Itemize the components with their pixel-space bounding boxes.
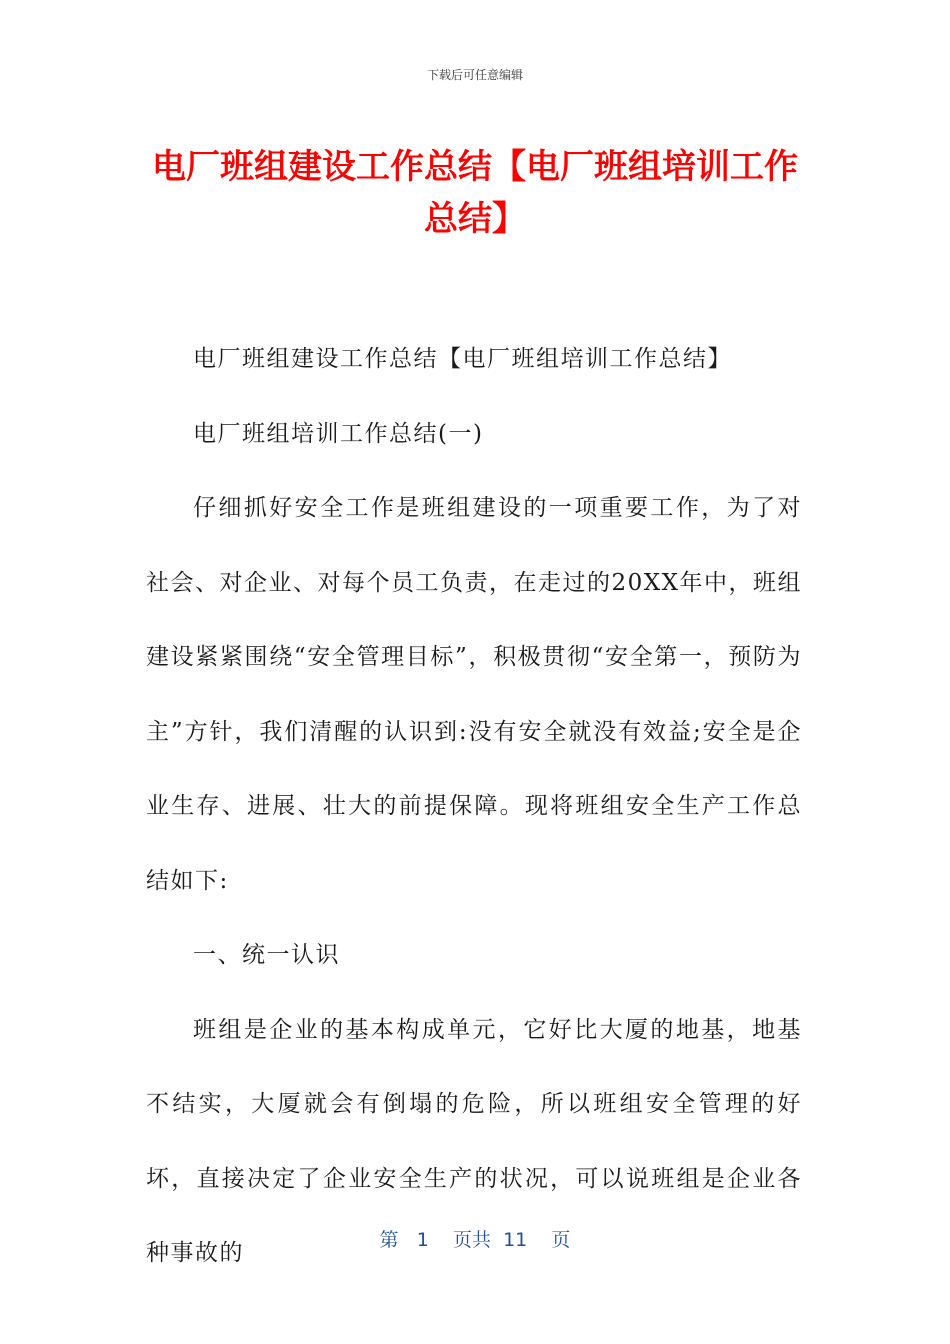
footer-suffix: 页 (551, 1229, 571, 1251)
paragraph-subtitle: 电厂班组建设工作总结【电厂班组培训工作总结】 (193, 346, 732, 372)
document-title: 电厂班组建设工作总结【电厂班组培训工作总结】 (152, 147, 798, 239)
footer-prefix: 第 (379, 1229, 399, 1251)
footer-total-pages: 11 (503, 1229, 528, 1251)
header-note: 下载后可任意编辑 (426, 68, 523, 82)
footer-page-number: 1 (416, 1229, 429, 1251)
document-body (146, 322, 802, 1291)
footer-middle: 页共 (452, 1229, 491, 1251)
page-footer (0, 1225, 950, 1252)
paragraph-intro: 仔细抓好安全工作是班组建设的一项重要工作，为了对社会、对企业、对每个员工负责，在走过的20XX年中，班组建设紧紧围绕“安全管理目标”，积极贯彻“安全第一，预防为主”方针，我们清醒的认识到:没有安全就没有效益;安全是企业生存、进展、壮大的前提保障。现将班组安全生产工作总结如下: (146, 495, 803, 894)
paragraph-heading-1: 一、统一认识 (193, 942, 340, 968)
paragraph-body-1: 班组是企业的基本构成单元，它好比大厦的地基，地基不结实，大厦就会有倒塌的危险，所以班组安全管理的好坏，直接决定了企业安全生产的状况，可以说班组是企业各种事故的 (146, 1016, 802, 1266)
paragraph-section-heading: 电厂班组培训工作总结(一) (193, 420, 484, 447)
